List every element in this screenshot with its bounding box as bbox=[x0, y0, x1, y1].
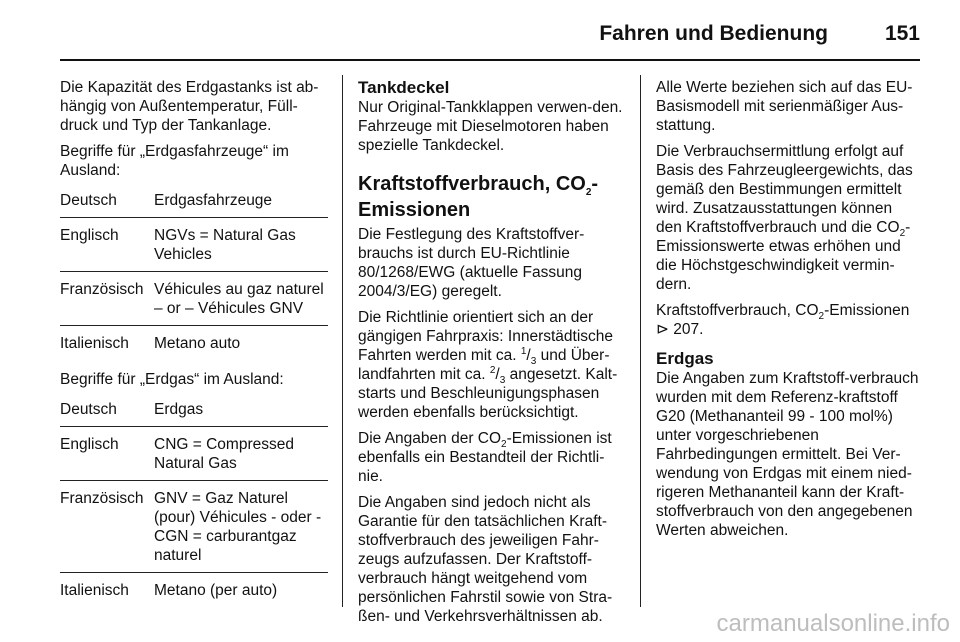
table-row bbox=[60, 187, 328, 217]
reference-arrow-icon: ⊳ bbox=[656, 321, 669, 338]
intro-paragraph: Die Kapazität des Erdgastanks ist ab-hängig von Außentemperatur, Füll-druck und Typ der Tankanlage. bbox=[60, 79, 319, 134]
kerb-weight-paragraph: Die Verbrauchsermittlung erfolgt auf Basis des Fahrzeugleergewichts, das gemäß den Bestimmungen ermittelt wird. Zusatzausstattungen können den Kraftstoffverbrauch und die $CO_2$-Emissionswerte etwas erhöhen und die Höchstgeschwindigkeit vermin-dern. bbox=[656, 143, 913, 293]
guarantee-paragraph: Die Angaben sind jedoch nicht als Garantie für den tatsächlichen Kraft-stoffverbrauch des jeweiligen Fahr-zeugs aufzufassen. Der Kraftstoff-verbrauch hängt weitgehend vom persönlichen Fahrstil sowie von Stra-ßen- und Verkehrsverhältnissen ab. bbox=[358, 494, 613, 625]
table-row bbox=[60, 480, 328, 572]
header-title: Fahren und Bedienung bbox=[599, 22, 828, 45]
term-cell: Metano auto bbox=[154, 335, 241, 352]
term-line: GNV = Gaz Naturel (pour) Véhicules - oder - bbox=[154, 490, 322, 526]
driving-practice-paragraph: Die Richtlinie orientiert sich an der gängigen Fahrpraxis: Innerstädtische Fahrten werden mit ca. $^1/_3$ und Über-landfahrten mit ca. $^2/_3$ angesetzt. Kalt-starts und Beschleunigungsphasen werden ebenfalls berücksichtigt. bbox=[358, 309, 618, 421]
language-cell: Italienisch bbox=[60, 335, 129, 352]
table-row bbox=[60, 271, 328, 325]
language-cell: Englisch bbox=[60, 436, 119, 453]
language-cell: Französisch bbox=[60, 490, 144, 507]
page-header bbox=[60, 18, 920, 58]
term-cell bbox=[154, 489, 328, 565]
natural-gas-text: Die Angaben zum Kraftstoff-verbrauch wurden mit dem Referenz-kraftstoff G20 (Methananteil 99 - 100 mol%) unter vorgeschriebenen Fahrbedingungen ermittelt. Bei Ver-wendung von Erdgas mit einem nied-rigeren Methananteil kann der Kraft-stoffverbrauch von den angegebenen Werten abweichen. bbox=[656, 370, 919, 539]
co2-paragraph: Die Angaben der $CO_2$-Emissionen ist ebenfalls ein Bestandteil der Richtli-nie. bbox=[358, 430, 612, 485]
table-row bbox=[60, 426, 328, 480]
language-cell: Italienisch bbox=[60, 582, 129, 599]
cross-reference[interactable]: Kraftstoffverbrauch, $CO_2$-Emissionen ⊳ 207. bbox=[656, 302, 910, 338]
language-cell: Englisch bbox=[60, 227, 119, 244]
watermark: carmanualsonline.info bbox=[716, 610, 950, 637]
gas-terms-table bbox=[60, 396, 328, 607]
column-3 bbox=[656, 78, 922, 547]
reference-page: 207. bbox=[669, 321, 704, 338]
term-cell: Erdgas bbox=[154, 401, 204, 418]
term-cell: Erdgasfahrzeuge bbox=[154, 192, 273, 209]
table-row bbox=[60, 572, 328, 607]
table2-title: Begriffe für „Erdgas“ im Ausland: bbox=[60, 371, 284, 388]
column-2 bbox=[358, 78, 624, 633]
term-cell: Véhicules au gaz naturel – or – Véhicules GNV bbox=[154, 281, 324, 317]
directive-paragraph: Die Festlegung des Kraftstoffver-brauchs ist durch EU-Richtlinie 80/1268/EWG (aktuelle Fassung 2004/3/EG) geregelt. bbox=[358, 226, 585, 300]
term-line: CGN = carburantgaz naturel bbox=[154, 528, 297, 564]
column-divider-2 bbox=[640, 75, 641, 607]
base-model-paragraph: Alle Werte beziehen sich auf das EU-Basismodell mit serienmäßiger Aus-stattung. bbox=[656, 79, 913, 134]
column-1 bbox=[60, 78, 328, 617]
language-cell: Französisch bbox=[60, 281, 144, 298]
language-cell: Deutsch bbox=[60, 192, 117, 209]
tank-cap-heading: Tankdeckel bbox=[358, 78, 450, 97]
term-cell: NGVs = Natural Gas Vehicles bbox=[154, 227, 296, 263]
page-number: 151 bbox=[884, 22, 920, 45]
table1-title: Begriffe für „Erdgasfahrzeuge“ im Ausland: bbox=[60, 143, 289, 179]
fuel-consumption-heading: Kraftstoffverbrauch, $CO_2$-Emissionen bbox=[358, 173, 599, 221]
column-divider-1 bbox=[342, 75, 343, 607]
natural-gas-heading: Erdgas bbox=[656, 349, 714, 368]
table-row bbox=[60, 217, 328, 271]
term-cell: Metano (per auto) bbox=[154, 582, 278, 599]
term-cell: CNG = Compressed Natural Gas bbox=[154, 436, 294, 472]
tank-cap-text: Nur Original-Tankklappen verwen-den. Fahrzeuge mit Dieselmotoren haben spezielle Tankdeckel. bbox=[358, 99, 623, 154]
header-rule bbox=[60, 59, 920, 61]
table-row bbox=[60, 396, 328, 426]
language-cell: Deutsch bbox=[60, 401, 117, 418]
ngv-terms-table bbox=[60, 187, 328, 360]
table-row bbox=[60, 325, 328, 360]
